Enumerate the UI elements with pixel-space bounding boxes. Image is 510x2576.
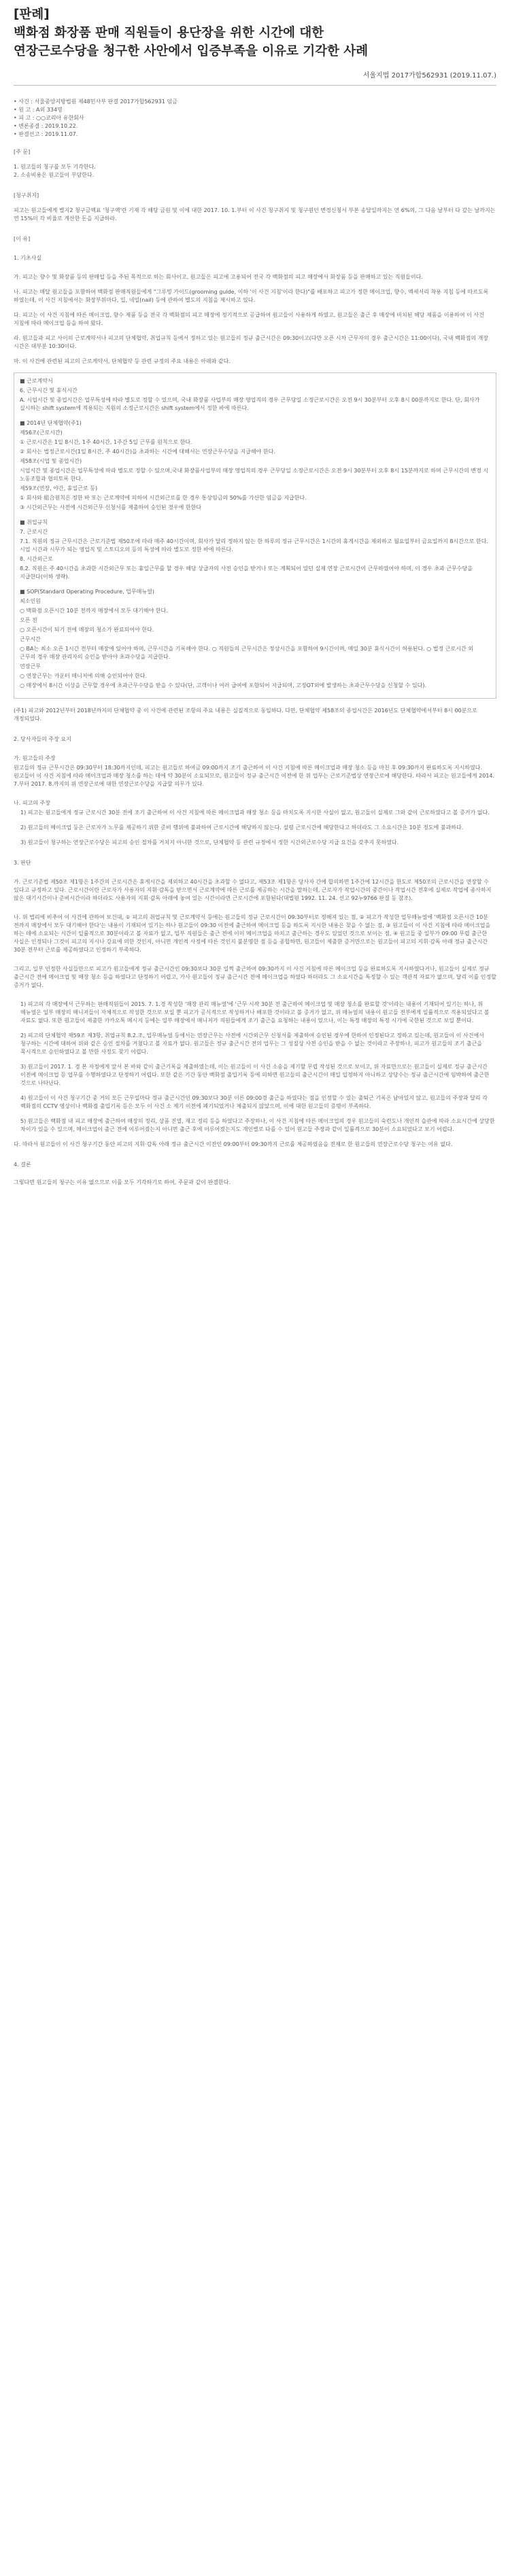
judgment-heading: 3. 판단	[14, 860, 31, 866]
box-line: 최소인원	[20, 598, 41, 604]
box-line: ○ 연장근무는 카운터 매니저에 의해 승인되어야 한다.	[20, 673, 148, 679]
box-line: 제59조(연장, 야간, 휴일근로 등)	[20, 485, 98, 491]
paragraph: 다. 피고는 이 사건 지침에 따른 메이크업, 향수 제품 등을 전국 각 백화점의 피고 매장에 정기적으로 공급하여 원고들이 사용하게 하였고, 원고들은 출근 후 매장에 비치된 해당 제품을 이용하여 이 사건 지침에 따라 메이크업 등을 하여 왔다.	[14, 312, 484, 326]
header-info	[14, 98, 496, 139]
order-heading: [주 문]	[14, 149, 31, 155]
box-line: ① 회사와 組合원칙은 정한 바 또는 근로계약에 의하여 시간외근로를 한 경우 통상임금의 50%를 가산한 임금을 지급한다.	[20, 495, 307, 501]
order-list	[14, 163, 496, 179]
basic-heading: 1. 기초사실	[14, 255, 42, 261]
list-item: 2) 피고의 단체협약 제59조 제3항, 취업규칙 8.2.조, 업무매뉴얼 등에서는 연장근무는 사전에 시간외근무 신청서를 제출하여 승인된 경우에 한하여 인정된다고 정하고 있는데, 원고들이 이 사건에서 청구하는 시간에 대하여 위와 같은 승인 절차를 거쳤다고 볼 자료가 없다. 원고들은 정규 출근시간 전의 업무는 그 성질상 사전 승인을 받을 수 없는 것이라고 주장하나, 피고가 원고들의 조기 출근을 묵시적으로 승인하였다고 볼 만한 사정도 찾기 어렵다.	[20, 1032, 484, 1055]
paragraph: 가. 피고는 향수 및 화장품 등의 판매업 등을 주된 목적으로 하는 회사이고, 원고들은 피고에 고용되어 전국 각 백화점의 피고 매장에서 화장품 등을 판매하고 있는 직원들이다.	[14, 274, 423, 280]
conclusion-text: 그렇다면 원고들의 청구는 이유 없으므로 이를 모두 기각하기로 하여, 주문과 같이 판결한다.	[14, 1179, 231, 1185]
article-title	[14, 5, 496, 60]
box-line: 제56조(근로시간)	[20, 430, 63, 436]
info-line: • 피 고 : ○○코리아 유한회사	[14, 115, 84, 121]
reason-heading: [이 유]	[14, 236, 31, 242]
box-line: 시업시간 및 종업시간은 업무특성에 따라 별도로 정할 수 있으며,국내 화장품사업부의 매장 영업직의 경우 근무당일 소정근로시간은 오전 9시 30분부터 오후 8시 15분까지로 하며 근무시간의 변경 시 노동조합과 협의토록 한다.	[20, 468, 489, 482]
list-item: 5) 원고들은 백화점 내 피고 매장에 출근하여 매장의 정리, 상품 진열, 재고 정리 등을 하였다고 주장하나, 이 사건 지침에 따른 메이크업의 경우 원고들의 숙련도나 개인적 습관에 따라 소요시간에 상당한 차이가 있을 수 있으며, 메이크업이 출근 전에 이루어졌는지 아니면 출근 후에 이루어졌는지도 개인별로 다를 수 있어 원고들 주장과 같이 일률적으로 30분이 소요되었다고 보기 어렵다.	[20, 1118, 495, 1132]
claim-heading: [청구취지]	[14, 192, 39, 198]
box-line: 연장근무	[20, 663, 41, 669]
paragraph: 그리고, 일부 인정한 사실들만으로 피고가 원고들에게 정규 출근시간인 09:30보다 30분 일찍 출근하여 09:30까지 이 사건 지침에 따른 메이크업 등을 완료하도록 지시하였다거나, 원고들이 실제로 정규 출근시간 전에 메이크업 및 매장 청소 등을 하였다고 단정하기 어렵고, 가사 원고들이 정규 출근시간 전에 메이크업을 하였다 하더라도 그 소요시간을 특정할 수 있는 객관적 자료가 없으며, 달리 이를 인정할 증거가 없다.	[14, 966, 496, 988]
paragraph: 가. 근로기준법 제50조 제1항은 1주간의 근로시간은 휴게시간을 제외하고 40시간을 초과할 수 없다고, 제53조 제1항은 당사자 간에 합의하면 1주간에 12시간을 한도로 제50조의 근로시간을 연장할 수 있다고 규정하고 있다. 근로시간이란 근로자가 사용자의 지휘·감독을 받으면서 근로계약에 따른 근로를 제공하는 시간을 말하는데, 근로자가 작업시간의 중간이나 작업시간 전후에 실제로 작업에 종사하지 않은 대기시간이나 준비시간이라 하더라도 사용자의 지휘·감독 아래에 놓여 있는 시간이라면 근로시간에 포함된다(대법원 1992. 11. 24. 선고 92누9766 판결 등 참조).	[14, 879, 492, 901]
title-line: 연장근로수당을 청구한 사안에서 입증부족을 이유로 기각한 사례	[14, 44, 369, 58]
box-line: ○ BA는 최소 오픈 1시간 전부터 매장에 있어야 하며, 근무시간을 기록해야 한다. ○ 직원들의 근무시간은 정상시간을 포함하여 9시간이며, 매일 30분 휴식시간이 허용된다. ○ 법정 근로시간 외 근무의 경우 매장 관리자의 승인을 받아야 초과수당을 지급한다.	[20, 646, 473, 660]
box-line: 7.1. 직원의 정규 근무시간은 근로기준법 제50조에 따라 매주 40시간이며, 회사가 달리 정하지 않는 한 하루의 정규 근무시간은 1시간의 휴게시간을 제외하고 월요일부터 금요일까지 8시간으로 한다. 시업 시간과 시무가 되는 영업직 및 스토디오의 등의 특성에 따라 별도로 정한 바에 따른다.	[20, 538, 488, 553]
paragraph: 원고들의 정규 근무시간은 09:30부터 18:30까지인데, 피고는 원고들로 하여금 09:00까지 조기 출근하여 이 사건 지침에 따른 메이크업과 매장 청소 등을 마친 후 09:30까지 완료하도록 지시하였다. 원고들이 이 사건 지침에 따라 메이크업과 매장 청소를 하는 데에 약 30분이 소요되므로, 원고들이 정규 출근시간 이전에 한 위 업무는 근로기준법상 연장근로에 해당한다. 따라서 피고는 원고들에게 2014. 7.부터 2017. 8.까지의 위 연장근로에 대한 연장근로수당을 지급할 의무가 있다.	[14, 765, 495, 787]
paragraph: 3) 원고들이 청구하는 연장근로수당은 피고의 승인 절차를 거치지 아니한 것으로, 단체협약 등 관련 규정에서 정한 시간외근로수당 지급 요건을 갖추지 못하였다.	[20, 839, 399, 846]
box-line: ② 회사는 법정근로시간(1일 8시간, 주 40시간)을 초과하는 시간에 대해서는 연장근무수당을 지급해야 한다.	[20, 449, 275, 455]
info-line: • 변론종결 : 2019.10.22.	[14, 123, 78, 129]
subheading: 나. 피고의 주장	[14, 800, 50, 806]
box-line: ○ 백화점 오픈시간 10분 전까지 매장에서 모두 대기해야 한다.	[20, 608, 168, 614]
box-line: 6. 근무시간 및 휴식시간	[20, 387, 78, 394]
info-line: • 판결선고 : 2019.11.07.	[14, 131, 78, 137]
info-line: • 사건 : 서울중앙지방법원 제48민사부 판결 2017가합562931 임금	[14, 99, 177, 105]
claim-text: 피고는 원고들에게 별지2 청구금액표 '청구액'란 기재 각 해당 금원 및 이에 대한 2017. 10. 1.부터 이 사건 청구취지 및 청구원인 변경신청서 부본 송달일까지는 연 6%의, 그 다음 날부터 다 갚는 날까지는 연 15%의 각 비율로 계산한 돈을 지급하라.	[14, 207, 496, 222]
paragraph: 다. 따라서 원고들이 이 사건 청구기간 동안 피고의 지휘·감독 아래 정규 출근시간 이전인 09:00부터 09:30까지 근로를 제공하였음을 전제로 한 원고들의 연장근로수당 청구는 이유 없다.	[14, 1141, 453, 1147]
box-line: 8.2. 직원은 주 40시간을 초과한 시간외근무 또는 휴일근무를 할 경우 해당 상급자의 사전 승인을 받거나 또는 계획되어 있던 실제 연장 근로시간이 근무하였어야 하며, 이 경우 초과 근무수당을 지급한다(이하 생략).	[20, 565, 473, 580]
box-line: ○ 매장에서 8시간 이상을 근무할 경우에 초과근무수당을 받을 수 있다(단, 고객이나 여러 급여에 포함되어 지급되며, 고정OT외에 발생하는 초과근무수당을 신청할 수 있다).	[20, 682, 427, 689]
subheading: 가. 원고들의 주장	[14, 755, 56, 761]
paragraph: 2) 원고들의 메이크업 등은 근로자가 노무를 제공하기 위한 준비 행위에 불과하여 근로시간에 해당하지 않는다. 설령 근로시간에 해당한다고 하더라도 그 소요시간은 10분 정도에 불과하다.	[20, 824, 464, 831]
box-line: ③ 시간외근무는 사전에 시간외근무 신청서를 제출하여 승인된 경우에 한한다	[20, 504, 202, 510]
regulation-box	[14, 372, 496, 699]
list-item: 4) 원고들이 이 사건 청구기간 중 거의 모든 근무일마다 정규 출근시간인 09:30보다 30분 이른 09:00경 출근을 하였다는 점을 인정할 수 있는 출퇴근 기록은 남아있지 않고, 원고들의 주장과 달리 각 백화점의 CCTV 영상이나 백화점 출입기록 등은 모두 이 사건 소 제기 이전에 폐기되었거나 제출되지 않았으며, 이에 대한 원고들의 증명이 부족하다.	[20, 1095, 488, 1109]
box-line: 오픈 전	[20, 617, 37, 623]
order-item: 1. 원고들의 청구를 모두 기각한다.	[14, 164, 96, 170]
paragraph: 1) 피고는 원고들에게 정규 근로시간 30분 전에 조기 출근하여 이 사건 지침에 따른 메이크업과 매장 청소 등을 마치도록 지시한 사실이 없고, 원고들이 실제로 그와 같이 근로하였다고 볼 증거가 없다.	[20, 810, 490, 816]
case-reference: 서울지법 2017가합562931 (2019.11.07.)	[362, 72, 496, 80]
paragraph: 나. 위 법리에 비추어 이 사건에 관하여 보건대, ① 피고의 취업규칙 및 근로계약서 등에는 원고들의 정규 근로시간이 09:30부터로 정해져 있는 점, ② 피고가 작성한 업무매뉴얼에 '백화점 오픈시간 10분 전까지 매장에서 모두 대기해야 한다'는 내용이 기재되어 있기는 하나 원고들이 09:30 이전에 출근하여 메이크업 등을 하도록 지시한 내용은 찾을 수 없는 점, ③ 원고들이 이 사건 지침에 따라 메이크업을 하는 데에 소요되는 시간이 일률적으로 30분이라고 볼 자료가 없고, 일부 직원들은 출근 전에 이미 메이크업을 마치고 출근하는 경우도 있었던 것으로 보이는 점, ④ 원고들 중 일부가 09:00 무렵 출근한 사실은 인정되나 그것이 피고의 지시나 강요에 의한 것인지, 아니면 개인적 사정에 따른 것인지 불분명한 점 등을 종합하면, 원고들이 제출한 증거만으로는 원고들이 피고의 지휘·감독 아래 정규 출근시간 30분 전부터 근로를 제공하였다고 인정하기 부족하다.	[14, 914, 491, 953]
list-item: 3) 원고들이 2017. 1. 경 본 자정에게 앞서 본 바와 같이 출근기록을 제출하였는데, 이는 원고들이 이 사건 소송을 제기할 무렵 작성된 것으로 보이고, 위 자료만으로는 원고들이 실제로 정규 출근시간 이전에 메이크업 등 업무를 수행하였다고 단정하기 어렵다. 또한 같은 기간 동안 백화점 출입기록 등에 의하면 원고들의 출근시간이 매일 일정하지 아니하고 상당수는 정규 출근시간에 임박하여 출근한 것으로 나타난다.	[20, 1064, 490, 1086]
parties-heading: 2. 당사자들의 주장 요지	[14, 736, 71, 742]
box-line: ■ SOP(Standard Operating Procedure, 업무매뉴얼)	[20, 589, 154, 595]
box-line: ① 근로시간은 1일 8시간, 1주 40시간, 1주간 5일 근무를 원칙으로 한다.	[20, 439, 192, 445]
box-line: ○ 오픈시간이 되기 전에 매장의 청소가 완료되어야 한다.	[20, 627, 154, 633]
info-line: • 원 고 : A외 334명	[14, 107, 63, 113]
box-line: ■ 취업규칙	[20, 519, 48, 525]
paragraph: 나. 피고는 매달 원고들을 포함하여 백화점 판매직원들에게 "그루밍 가이드(grooming guide, 이하 '이 사건 지침'이라 한다)"를 배포하고 피고가 정한 메이크업, 향수, 액세서리 착용 지침 등에 따르도록 하였는데, 이 사건 지침에서는 화장부위마다, 입, 네일(nail) 등에 관하여 별도의 지침을 제시하고 있다.	[14, 289, 489, 303]
title-line: [판례]	[14, 7, 50, 22]
list-item: 1) 피고의 각 매장에서 근무하는 판매직원들이 2015. 7. 1.경 작성한 '매장 관리 매뉴얼'에 '근무 시작 30분 전 출근하여 메이크업 및 매장 청소를 완료할 것'이라는 내용이 기재되어 있기는 하나, 위 매뉴얼은 일부 매장의 매니저들이 자체적으로 작성한 것으로 보일 뿐 피고가 공식적으로 작성하거나 배포한 것이라고 볼 증거가 없고, 위 매뉴얼의 내용이 원고들 전부에게 일률적으로 적용되었다고 볼 자료도 없다. 또한 원고들이 제출한 카카오톡 메시지 등에는 일부 매장에서 매니저가 직원들에게 조기 출근을 요청하는 내용이 있으나, 이는 특정 매장의 특정 시기에 국한된 것으로 보일 뿐이다.	[20, 1001, 490, 1024]
box-line: ■ 근로계약서	[20, 378, 53, 384]
conclusion-heading: 4. 결론	[14, 1162, 31, 1168]
order-item: 2. 소송비용은 원고들이 부담한다.	[14, 172, 95, 178]
box-line: 7. 근로시간	[20, 529, 48, 535]
box-line: 8. 시간외근로	[20, 556, 53, 562]
box-line: A. 시업시간 및 종업시간은 업무특성에 따라 별도로 정할 수 있으며, 국내 화장품 사업부의 매장 영업직의 경우 근무당일 소정근로시간은 오전 9시 30분부터 오후 8시 00분까지로 한다. 단, 회사가 실시하는 shift system에 적용되는 직원의 소정근로시간은 shift system에서 정한 바에 따른다.	[20, 397, 480, 411]
box-line: 근무시간	[20, 636, 41, 642]
divider	[14, 85, 496, 86]
document	[14, 0, 496, 1187]
box-line: 제58조(시업 및 종업시간)	[20, 458, 82, 464]
footnote: (주1) 피고와 2012년부터 2018년까지의 단체협약 중 이 사건에 관련된 조항의 주요 내용은 실질적으로 동일하다. 다만, 단체협약 제58조의 종업시간은 2016년도 단체협약에서부터 8시 00분으로 개정되었다.	[14, 708, 477, 722]
box-line: ■ 2014년 단체협약(주1)	[20, 420, 82, 426]
paragraph: 라. 원고들과 피고 사이의 근로계약서나 피고의 단체협약, 취업규칙 등에서 정하고 있는 원고들의 정규 출근시간은 09:30이고(다만 오픈 시차 근무자의 경우 출근시간은 11:00이다), 국내 백화점의 개장 시간은 대부분 10:30이다.	[14, 335, 489, 349]
title-line: 백화점 화장품 판매 직원들이 용단장을 위한 시간에 대한	[14, 26, 324, 40]
paragraph: 마. 이 사건에 관련된 피고의 근로계약서, 단체협약 등 관련 규정의 주요 내용은 아래와 같다.	[14, 358, 231, 364]
